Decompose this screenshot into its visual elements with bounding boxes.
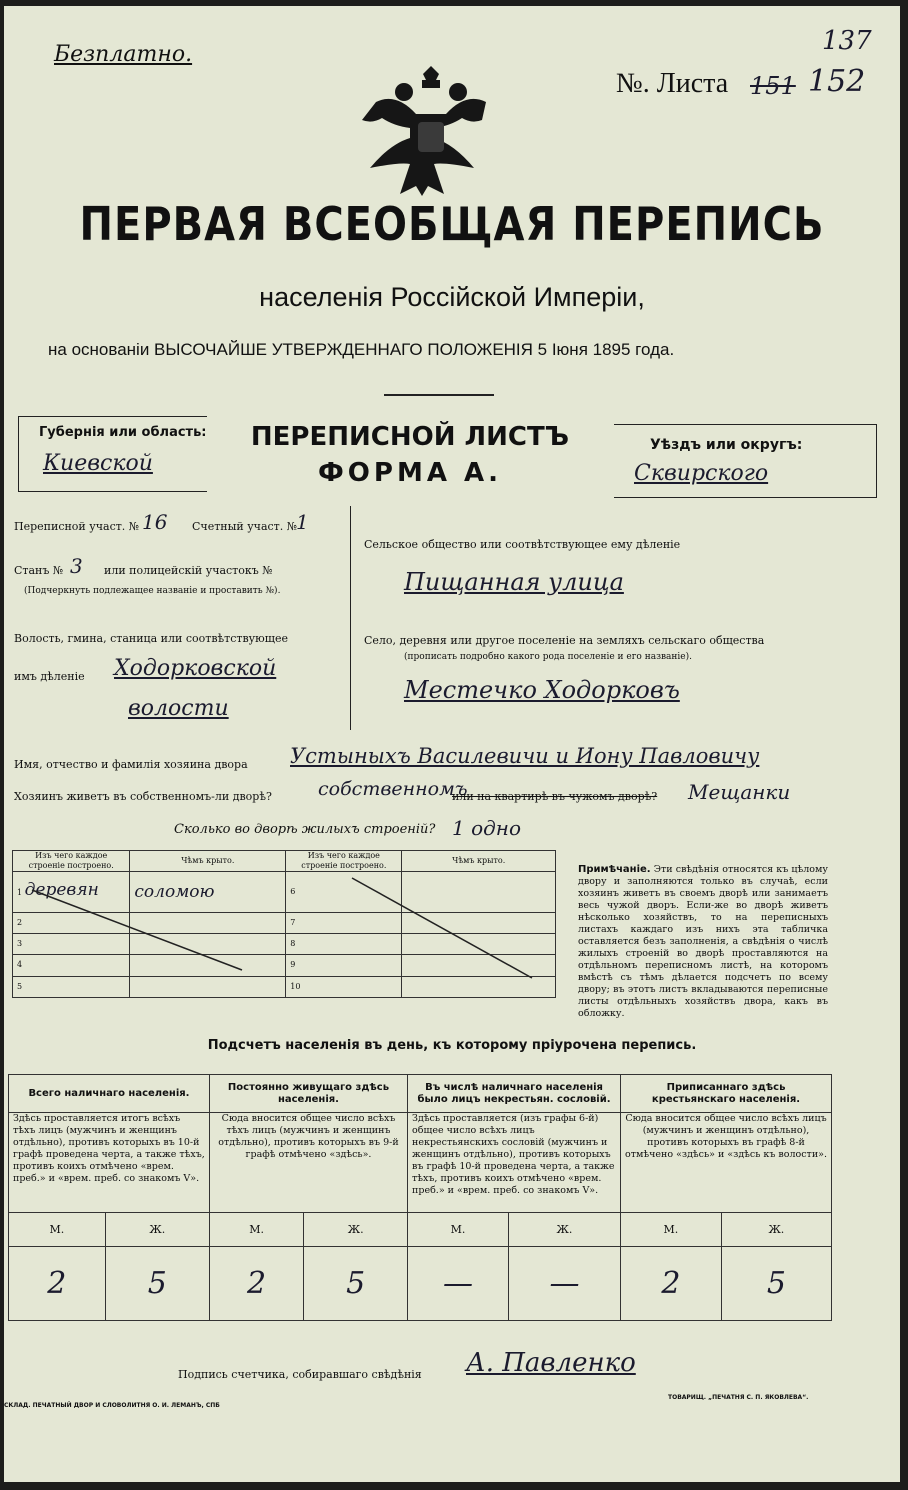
sheet-number-crossed: 151: [750, 72, 796, 100]
signature-label: Подпись счетчика, собиравшаго свѣдѣнія: [178, 1368, 422, 1381]
row1-material: деревян: [24, 880, 99, 901]
sheet-number-label: №. Листа: [616, 68, 729, 99]
pop-head-4: Приписаннаго здѣсь крестьянскаго населенія.: [621, 1075, 832, 1113]
eagle-emblem-icon: [356, 62, 506, 202]
buildings-table: [12, 850, 556, 998]
pop-f-label-1: Ж.: [105, 1213, 209, 1247]
pop-m-label-3: М.: [408, 1213, 509, 1247]
society-value: Пищанная улица: [404, 568, 624, 596]
column-divider: [350, 506, 351, 730]
volost-value-1: Ходорковской: [114, 656, 277, 681]
pop-m-2: 2: [209, 1247, 303, 1321]
pop-f-3: —: [508, 1247, 620, 1321]
village-note: (прописать подробно какого рода поселеніе и его названіе).: [404, 652, 692, 662]
owner-lives-value-1: собственномъ: [318, 778, 468, 800]
owner-name-label: Имя, отчество и фамилія хозяина двора: [14, 758, 248, 771]
signature-value: А. Павленко: [466, 1348, 636, 1378]
row-4: 4: [13, 955, 130, 976]
count-district-label: Счетный участ. №: [192, 520, 298, 533]
buildings-value: 1 одно: [452, 816, 522, 840]
pop-f-2: 5: [304, 1247, 408, 1321]
pop-m-1: 2: [9, 1247, 106, 1321]
census-sheet: [4, 6, 900, 1482]
owner-lives-label-1: Хозяинъ живетъ въ собственномъ-ли дворѣ?: [14, 790, 272, 803]
basis-line: на основаніи ВЫСОЧАЙШЕ УТВЕРЖДЕННАГО ПОЛОЖЕНІЯ 5 Іюня 1895 года.: [48, 340, 675, 359]
sheet-number-hand: 152: [808, 64, 866, 99]
volost-value-2: волости: [128, 696, 229, 721]
row-6: 6: [286, 872, 402, 913]
remark-text: Эти свѣдѣнія относятся къ цѣлому двору и заполняются только въ случаѣ, если хозяинъ живетъ въ своемъ дворѣ или занимаетъ весь чужой дворъ. Если-же во дворѣ живетъ нѣсколько хозяйствъ, то на переписныхъ листахъ каждаго изъ нихъ эта табличка оставляется безъ заполненія, а свѣдѣнія о числѣ жилыхъ строеній во дворѣ проставляются на отдѣльномъ переписномъ листѣ, на которомъ вмѣстѣ съ тѣмъ дѣлается подсчетъ по всему двору; въ этотъ листъ вкладываются переписные листы отдѣльныхъ хозяйствъ двора, какъ въ обложку.: [578, 864, 828, 1019]
strike-lines: [12, 850, 556, 998]
page-title: ПЕРВАЯ ВСЕОБЩАЯ ПЕРЕПИСЬ: [79, 198, 825, 252]
pop-f-1: 5: [105, 1247, 209, 1321]
uezd-label: Уѣздъ или округъ:: [650, 437, 803, 453]
pop-head-2: Постоянно живущаго здѣсь населенія.: [209, 1075, 407, 1113]
ornament-divider: [384, 394, 494, 396]
row-8: 8: [286, 934, 402, 955]
row1-roof: соломою: [134, 881, 215, 902]
pop-f-4: 5: [721, 1247, 831, 1321]
volost-label-2: имъ дѣленіе: [14, 670, 85, 683]
row-9: 9: [286, 955, 402, 976]
pop-m-label-1: М.: [9, 1213, 106, 1247]
population-table: [8, 1074, 832, 1321]
form-name: ПЕРЕПИСНОЙ ЛИСТЪ: [250, 422, 570, 452]
row-5: 5: [13, 976, 130, 997]
pop-desc-4: Сюда вносится общее число всѣхъ лицъ (мужчинъ и женщинъ отдѣльно), противъ которыхъ въ графѣ 8-й отмѣчено «здѣсь» и «здѣсь къ волости».: [621, 1113, 832, 1213]
owner-name-value: Устыныхъ Василевичи и Иону Павловичу: [290, 744, 760, 768]
row-7: 7: [286, 912, 402, 933]
form-variant: ФОРМА А.: [318, 458, 502, 488]
row-1: 1 деревян: [13, 872, 130, 913]
uezd-box: [614, 424, 877, 498]
remark: [578, 864, 828, 1020]
pop-m-label-4: М.: [621, 1213, 722, 1247]
population-title: Подсчетъ населенія въ день, къ которому пріурочена перепись.: [207, 1038, 697, 1053]
village-label: Село, деревня или другое поселеніе на земляхъ сельскаго общества: [364, 634, 765, 647]
col-roof-left: Чѣмъ крыто.: [130, 851, 286, 872]
guberniya-value: Киевской: [43, 451, 153, 476]
pop-head-1: Всего наличнаго населенія.: [9, 1075, 210, 1113]
pop-f-label-3: Ж.: [508, 1213, 620, 1247]
free-label: Безплатно.: [54, 42, 193, 67]
buildings-label: Сколько во дворѣ жилыхъ строеній?: [174, 822, 436, 837]
pop-head-3: Въ числѣ наличнаго населенія было лицъ некрестьян. сословій.: [408, 1075, 621, 1113]
remark-title: Примѣчаніе.: [578, 864, 651, 875]
society-label: Сельское общество или соотвѣтствующее ему дѣленіе: [364, 538, 681, 551]
stan-label: Станъ №: [14, 564, 64, 577]
pop-desc-3: Здѣсь проставляется (изъ графы 6-й) общее число всѣхъ лицъ некрестьянскихъ сословій (мужчинъ и женщинъ отдѣльно), противъ которыхъ въ графѣ 10-й проведена черта, а также тѣхъ, противъ коихъ отмѣчено «врем. преб.» и «врем. преб. со знакомъ V».: [408, 1113, 621, 1213]
census-district-value: 16: [142, 510, 168, 534]
col-material-left: Изъ чего каждое строеніе построено.: [13, 851, 130, 872]
police-label: или полицейскій участокъ №: [104, 564, 273, 577]
col-roof-right: Чѣмъ крыто.: [402, 851, 556, 872]
stan-value: 3: [70, 554, 83, 578]
volost-label-1: Волость, гмина, станица или соотвѣтствующее: [14, 632, 288, 645]
corner-number: 137: [822, 26, 872, 56]
pop-m-label-2: М.: [209, 1213, 303, 1247]
pop-desc-2: Сюда вносится общее число всѣхъ тѣхъ лицъ (мужчинъ и женщинъ отдѣльно), противъ которыхъ въ 9-й графѣ отмѣчено «здѣсь».: [209, 1113, 407, 1213]
census-district-label: Переписной участ. №: [14, 520, 140, 533]
village-value: Местечко Ходорковъ: [404, 676, 680, 704]
guberniya-label: Губернія или область:: [39, 425, 207, 440]
pop-m-4: 2: [621, 1247, 722, 1321]
guberniya-box: [18, 416, 207, 492]
owner-lives-label-2: или на квартирѣ въ чужомъ дворѣ?: [452, 790, 658, 803]
owner-lives-value-2: Мещанки: [688, 780, 791, 804]
row-3: 3: [13, 934, 130, 955]
printer-left: СКЛАД. ПЕЧАТНЫЙ ДВОР И СЛОВОЛИТНЯ О. И. ЛЕМАНЪ, СПБ: [4, 1402, 220, 1409]
page-subtitle: населенія Россійской Имперіи,: [259, 282, 645, 312]
pop-f-label-2: Ж.: [304, 1213, 408, 1247]
pop-f-label-4: Ж.: [721, 1213, 831, 1247]
pop-desc-1: Здѣсь проставляется итогъ всѣхъ тѣхъ лицъ (мужчинъ и женщинъ отдѣльно), противъ которыхъ въ 10-й графѣ проведена черта, а также тѣхъ, противъ коихъ отмѣчено «врем. преб.» и «врем. преб. со знакомъ V».: [9, 1113, 210, 1213]
count-district-value: 1: [296, 510, 309, 534]
uezd-value: Сквирского: [634, 461, 769, 486]
pop-m-3: —: [408, 1247, 509, 1321]
underline-note: (Подчеркнуть подлежащее названіе и проставить №).: [24, 586, 281, 596]
row-10: 10: [286, 976, 402, 997]
printer-right: ТОВАРИЩ. „ПЕЧАТНЯ С. П. ЯКОВЛЕВА“.: [668, 1394, 809, 1401]
row-2: 2: [13, 912, 130, 933]
col-material-right: Изъ чего каждое строеніе построено.: [286, 851, 402, 872]
